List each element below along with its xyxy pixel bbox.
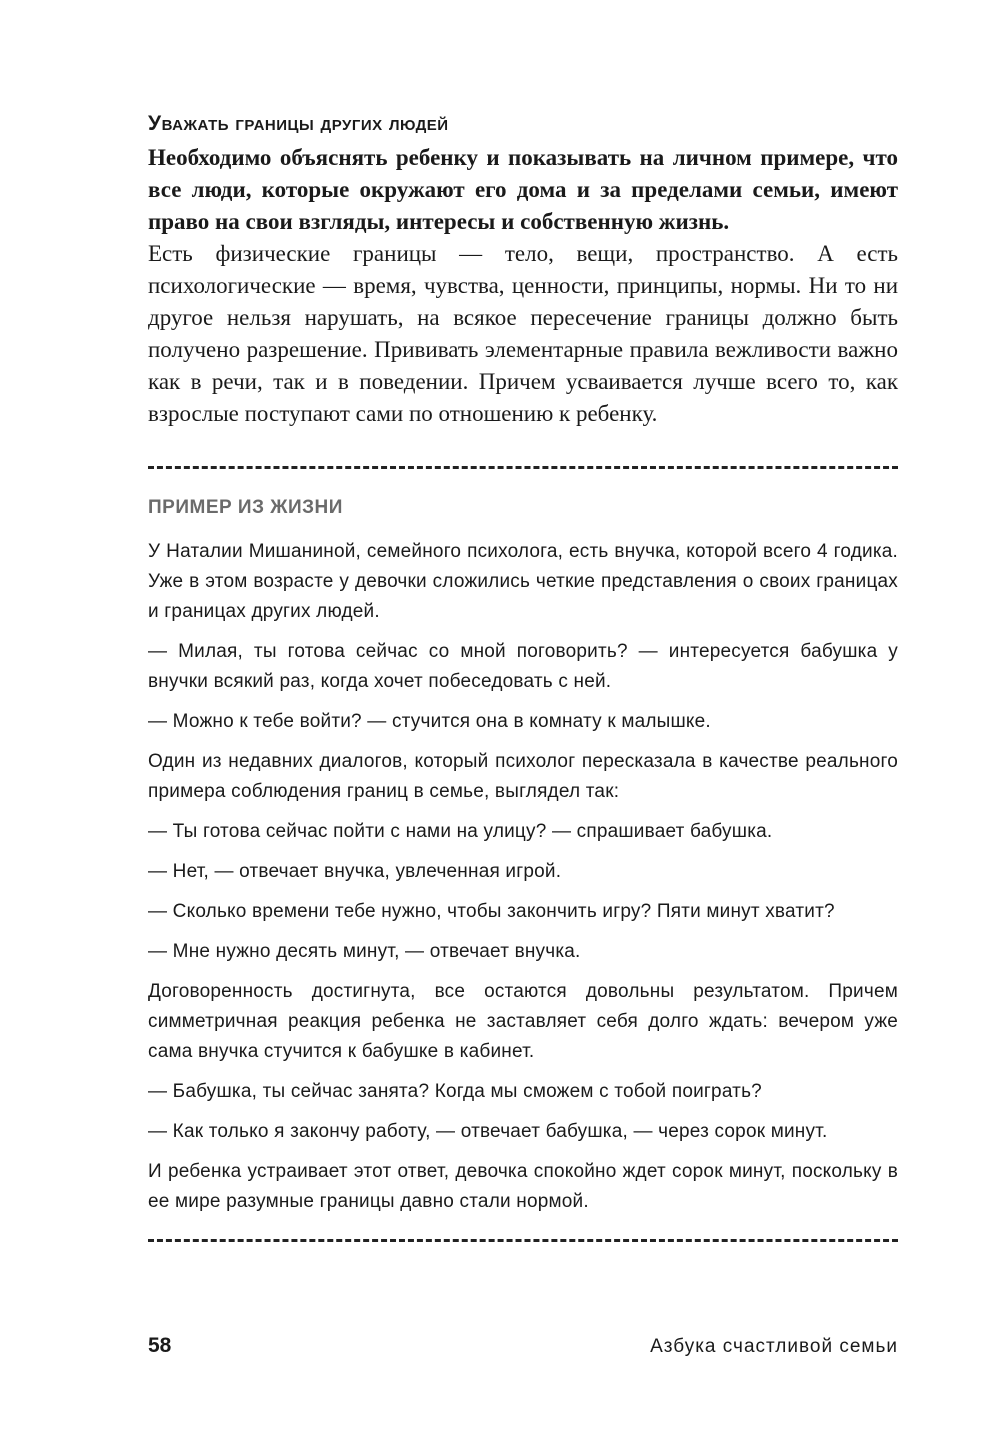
page-content bbox=[148, 110, 898, 1242]
example-paragraph: Один из недавних диалогов, который психолог пересказала в качестве реального примера соблюдения границ в семье, выглядел так: bbox=[148, 751, 898, 802]
book-title: Азбука счастливой семьи bbox=[650, 1336, 898, 1357]
example-paragraph: — Нет, — отвечает внучка, увлеченная игрой. bbox=[148, 861, 562, 882]
section-heading: Уважать границы других людей bbox=[148, 112, 449, 135]
page-footer bbox=[148, 1334, 898, 1358]
example-paragraph: — Сколько времени тебе нужно, чтобы закончить игру? Пяти минут хватит? bbox=[148, 901, 835, 922]
example-paragraph: — Бабушка, ты сейчас занята? Когда мы сможем с тобой поиграть? bbox=[148, 1081, 762, 1102]
example-box bbox=[148, 537, 898, 1217]
example-paragraph: И ребенка устраивает этот ответ, девочка спокойно ждет сорок минут, поскольку в ее мире разумные границы давно стали нормой. bbox=[148, 1161, 898, 1212]
body-paragraph: Есть физические границы — тело, вещи, пространство. А есть психологические — время, чувства, ценности, принципы, нормы. Ни то ни другое нельзя нарушать, на всякое пересечение границы должно быть получено разрешение. Прививать элементарные правила вежливости важно как в речи, так и в поведении. Причем усваивается лучше всего то, как взрослые поступают сами по отношению к ребенку. bbox=[148, 241, 898, 426]
example-paragraph: — Мне нужно десять минут, — отвечает внучка. bbox=[148, 941, 581, 962]
example-paragraph: — Можно к тебе войти? — стучится она в комнату к малышке. bbox=[148, 711, 711, 732]
lead-paragraph: Необходимо объяснять ребенку и показывать на личном примере, что все люди, которые окружают его дома и за пределами семьи, имеют право на свои взгляды, интересы и собственную жизнь. bbox=[148, 145, 898, 234]
example-paragraph: — Милая, ты готова сейчас со мной поговорить? — интересуется бабушка у внучки всякий раз, когда хочет побеседовать с ней. bbox=[148, 641, 898, 692]
dashed-divider-bottom bbox=[148, 1239, 898, 1242]
example-heading: ПРИМЕР ИЗ ЖИЗНИ bbox=[148, 497, 343, 518]
example-paragraph: У Наталии Мишаниной, семейного психолога, есть внучка, которой всего 4 годика. Уже в этом возрасте у девочки сложились четкие представления о своих границах и границах других людей. bbox=[148, 541, 898, 622]
example-paragraph: — Ты готова сейчас пойти с нами на улицу? — спрашивает бабушка. bbox=[148, 821, 773, 842]
example-paragraph: — Как только я закончу работу, — отвечает бабушка, — через сорок минут. bbox=[148, 1121, 828, 1142]
example-paragraph: Договоренность достигнута, все остаются довольны результатом. Причем симметричная реакция ребенка не заставляет себя долго ждать: вечером уже сама внучка стучится к бабушке в кабинет. bbox=[148, 981, 898, 1062]
dashed-divider-top bbox=[148, 466, 898, 469]
page-number: 58 bbox=[148, 1334, 172, 1357]
